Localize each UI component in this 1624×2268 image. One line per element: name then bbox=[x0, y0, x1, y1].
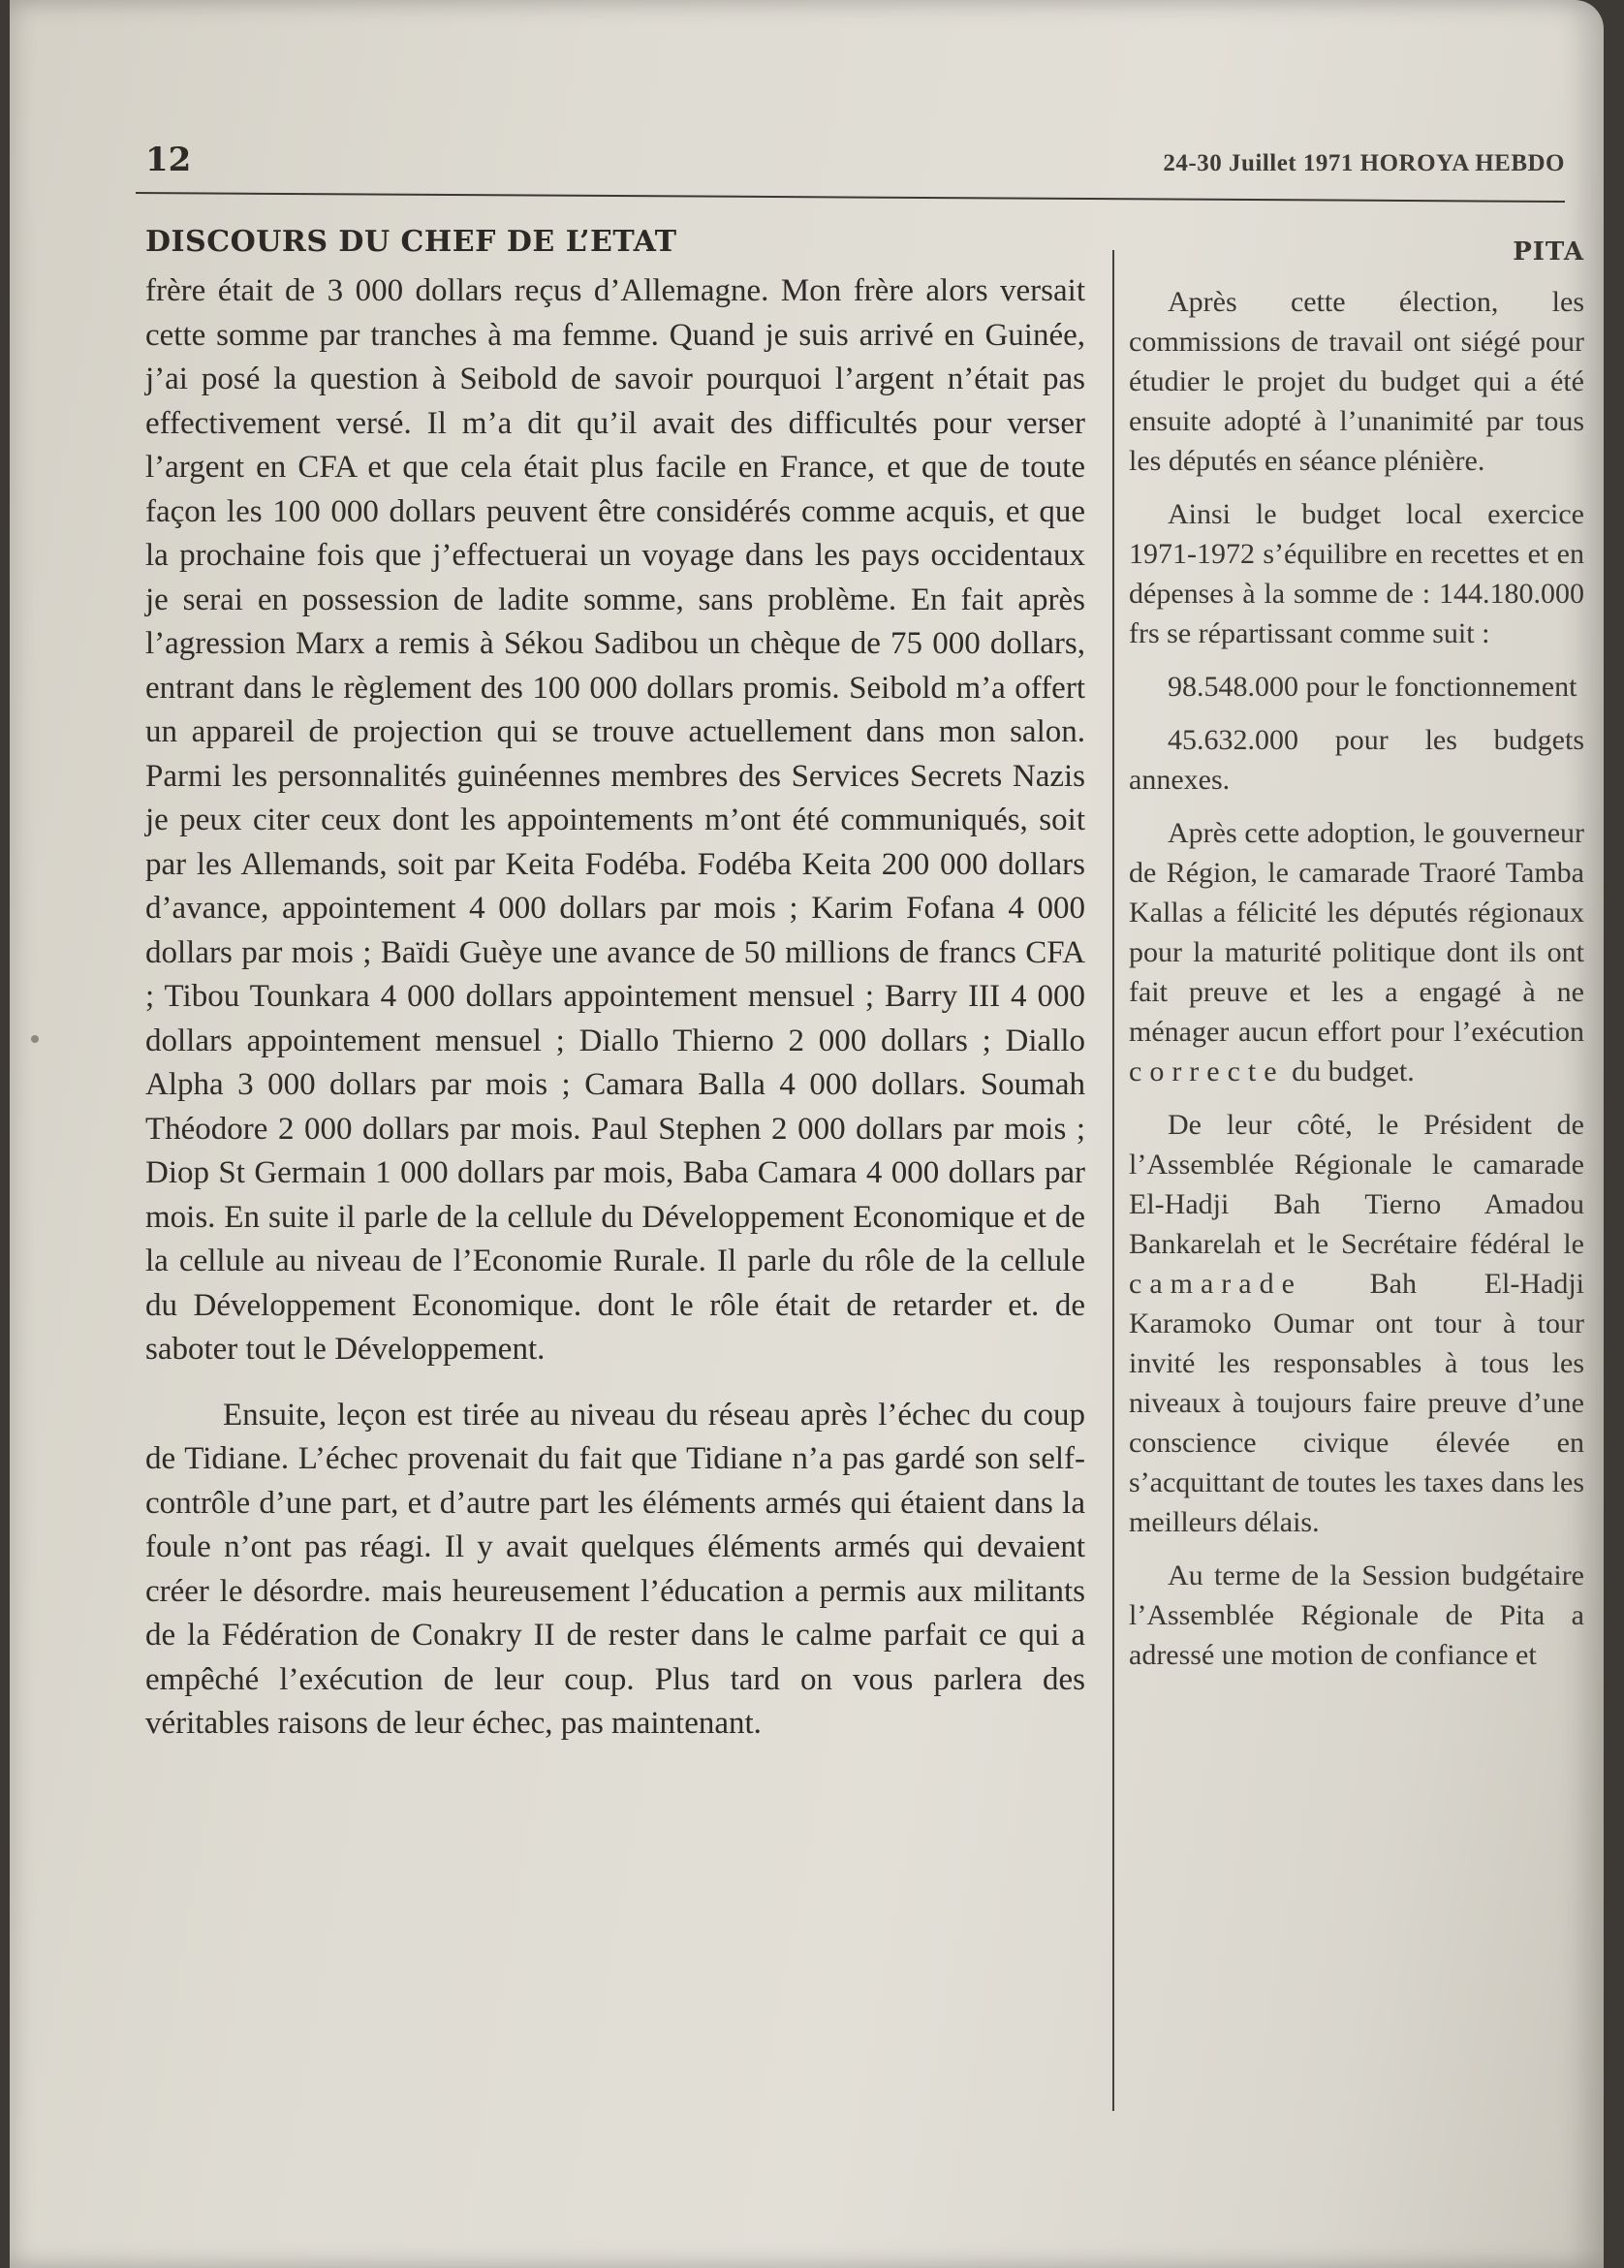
pita-title: PITA bbox=[1513, 237, 1584, 267]
pita-paragraph-6-end: Bah El-Hadji Karamoko Oumar ont tour à tour invité les responsables à tous les niveaux à toujours faire preuve d’une conscience civique élevée en s’acquittant de toutes les taxes dans les meilleurs délais. bbox=[1129, 1268, 1584, 1538]
column-rule bbox=[1112, 250, 1114, 2111]
pita-paragraph-5-start: Après cette adoption, le gouverneur de Région, le camarade Traoré Tamba Kallas a félicité les députés régionaux pour la maturité politique dont ils ont fait preuve et les a engagé à ne ménager aucun effort pour l’exécution bbox=[1129, 817, 1584, 1048]
issue-line: 24-30 Juillet 1971 HOROYA HEBDO bbox=[1163, 150, 1565, 176]
left-column bbox=[145, 221, 1085, 1747]
pita-paragraph-5-spaced: correcte bbox=[1129, 1055, 1285, 1087]
pita-paragraph-5 bbox=[1129, 813, 1584, 1091]
article-paragraph-1: frère était de 3 000 dollars reçus d’Allemagne. Mon frère alors versait cette somme par tranches à ma femme. Quand je suis arrivé en Guinée, j’ai posé la question à Seibold de savoir pourquoi l’argent n’était pas effectivement versé. Il m’a dit qu’il avait des difficultés pour verser l’argent en CFA et que cela était plus facile en France, et que de toute façon les 100 000 dollars peuvent être considérés comme acquis, et que la prochaine fois que j’effectuerai un voyage dans les pays occidentaux je serai en possession de ladite somme, sans problème. En fait après l’agression Marx a remis à Sékou Sadibou un chèque de 75 000 dollars, entrant dans le règlement des 100 000 dollars promis. Seibold m’a offert un appareil de projection qui se trouve actuellement dans mon salon. Parmi les personnalités guinéennes membres des Services Secrets Nazis je peux citer ceux dont les appointements m’ont été communiqués, soit par les Allemands, soit par Keita Fodéba. Fodéba Keita 200 000 dollars d’avance, appointement 4 000 dollars par mois ; Karim Fofana 4 000 dollars par mois ; Baïdi Guèye une avance de 50 millions de francs CFA ; Tibou Tounkara 4 000 dollars appointement mensuel ; Barry III 4 000 dollars appointement mensuel ; Diallo Thierno 2 000 dollars ; Diallo Alpha 3 000 dollars par mois ; Camara Balla 4 000 dollars. Soumah Théodore 2 000 dollars par mois. Paul Stephen 2 000 dollars par mois ; Diop St Germain 1 000 dollars par mois, Baba Camara 4 000 dollars par mois. En suite il parle de la cellule du Développement Economique et de la cellule au niveau de l’Economie Rurale. Il parle du rôle de la cellule du Développement Economique. dont le rôle était de retarder et. de saboter tout le Développement. bbox=[145, 273, 1085, 1367]
pita-paragraph-7: Au terme de la Session budgétaire l’Assemblée Régionale de Pita a adressé une motion de confiance et bbox=[1129, 1559, 1584, 1671]
page-header bbox=[136, 131, 1565, 179]
pita-paragraph-2: Ainsi le budget local exercice 1971-1972 s’équilibre en recettes et en dépenses à la somme de : 144.180.000 frs se répartissant comme suit : bbox=[1129, 498, 1584, 649]
pita-paragraph-1: Après cette élection, les commissions de travail ont siégé pour étudier le projet du budget qui a été ensuite adopté à l’unanimité par tous les députés en séance plénière. bbox=[1129, 286, 1584, 477]
pita-paragraph-6-start: De leur côté, le Président de l’Assemblée Régionale le camarade El-Hadji Bah Tierno Amadou Bankarelah et le Secrétaire fédéral le bbox=[1129, 1109, 1584, 1260]
header-rule bbox=[136, 192, 1565, 203]
page-number: 12 bbox=[145, 141, 192, 179]
newspaper-page bbox=[10, 0, 1604, 2268]
pita-paragraph-6-spaced: camarade bbox=[1129, 1268, 1302, 1300]
article-title: DISCOURS DU CHEF DE L’ETAT bbox=[145, 225, 677, 259]
pita-paragraph-5-end: du budget. bbox=[1292, 1055, 1415, 1087]
pita-paragraph-4: 45.632.000 pour les budgets annexes. bbox=[1129, 724, 1584, 796]
pita-paragraph-6 bbox=[1129, 1105, 1584, 1542]
article-paragraph-2: Ensuite, leçon est tirée au niveau du réseau après l’échec du coup de Tidiane. L’échec provenait du fait que Tidiane n’a pas gardé son self-contrôle d’une part, et d’autre part les éléments armés qui étaient dans la foule n’ont pas réagi. Il y avait quelques éléments armés qui devaient créer le désordre. mais heureusement l’éducation a permis aux militants de la Fédération de Conakry II de rester dans le calme parfait ce qui a empêché l’exécution de leur coup. Plus tard on vous parlera des véritables raisons de leur échec, pas maintenant. bbox=[145, 1397, 1085, 1741]
right-column bbox=[1129, 233, 1584, 1688]
binding-hole bbox=[31, 1035, 39, 1043]
pita-paragraph-3: 98.548.000 pour le fonctionnement bbox=[1168, 671, 1577, 703]
